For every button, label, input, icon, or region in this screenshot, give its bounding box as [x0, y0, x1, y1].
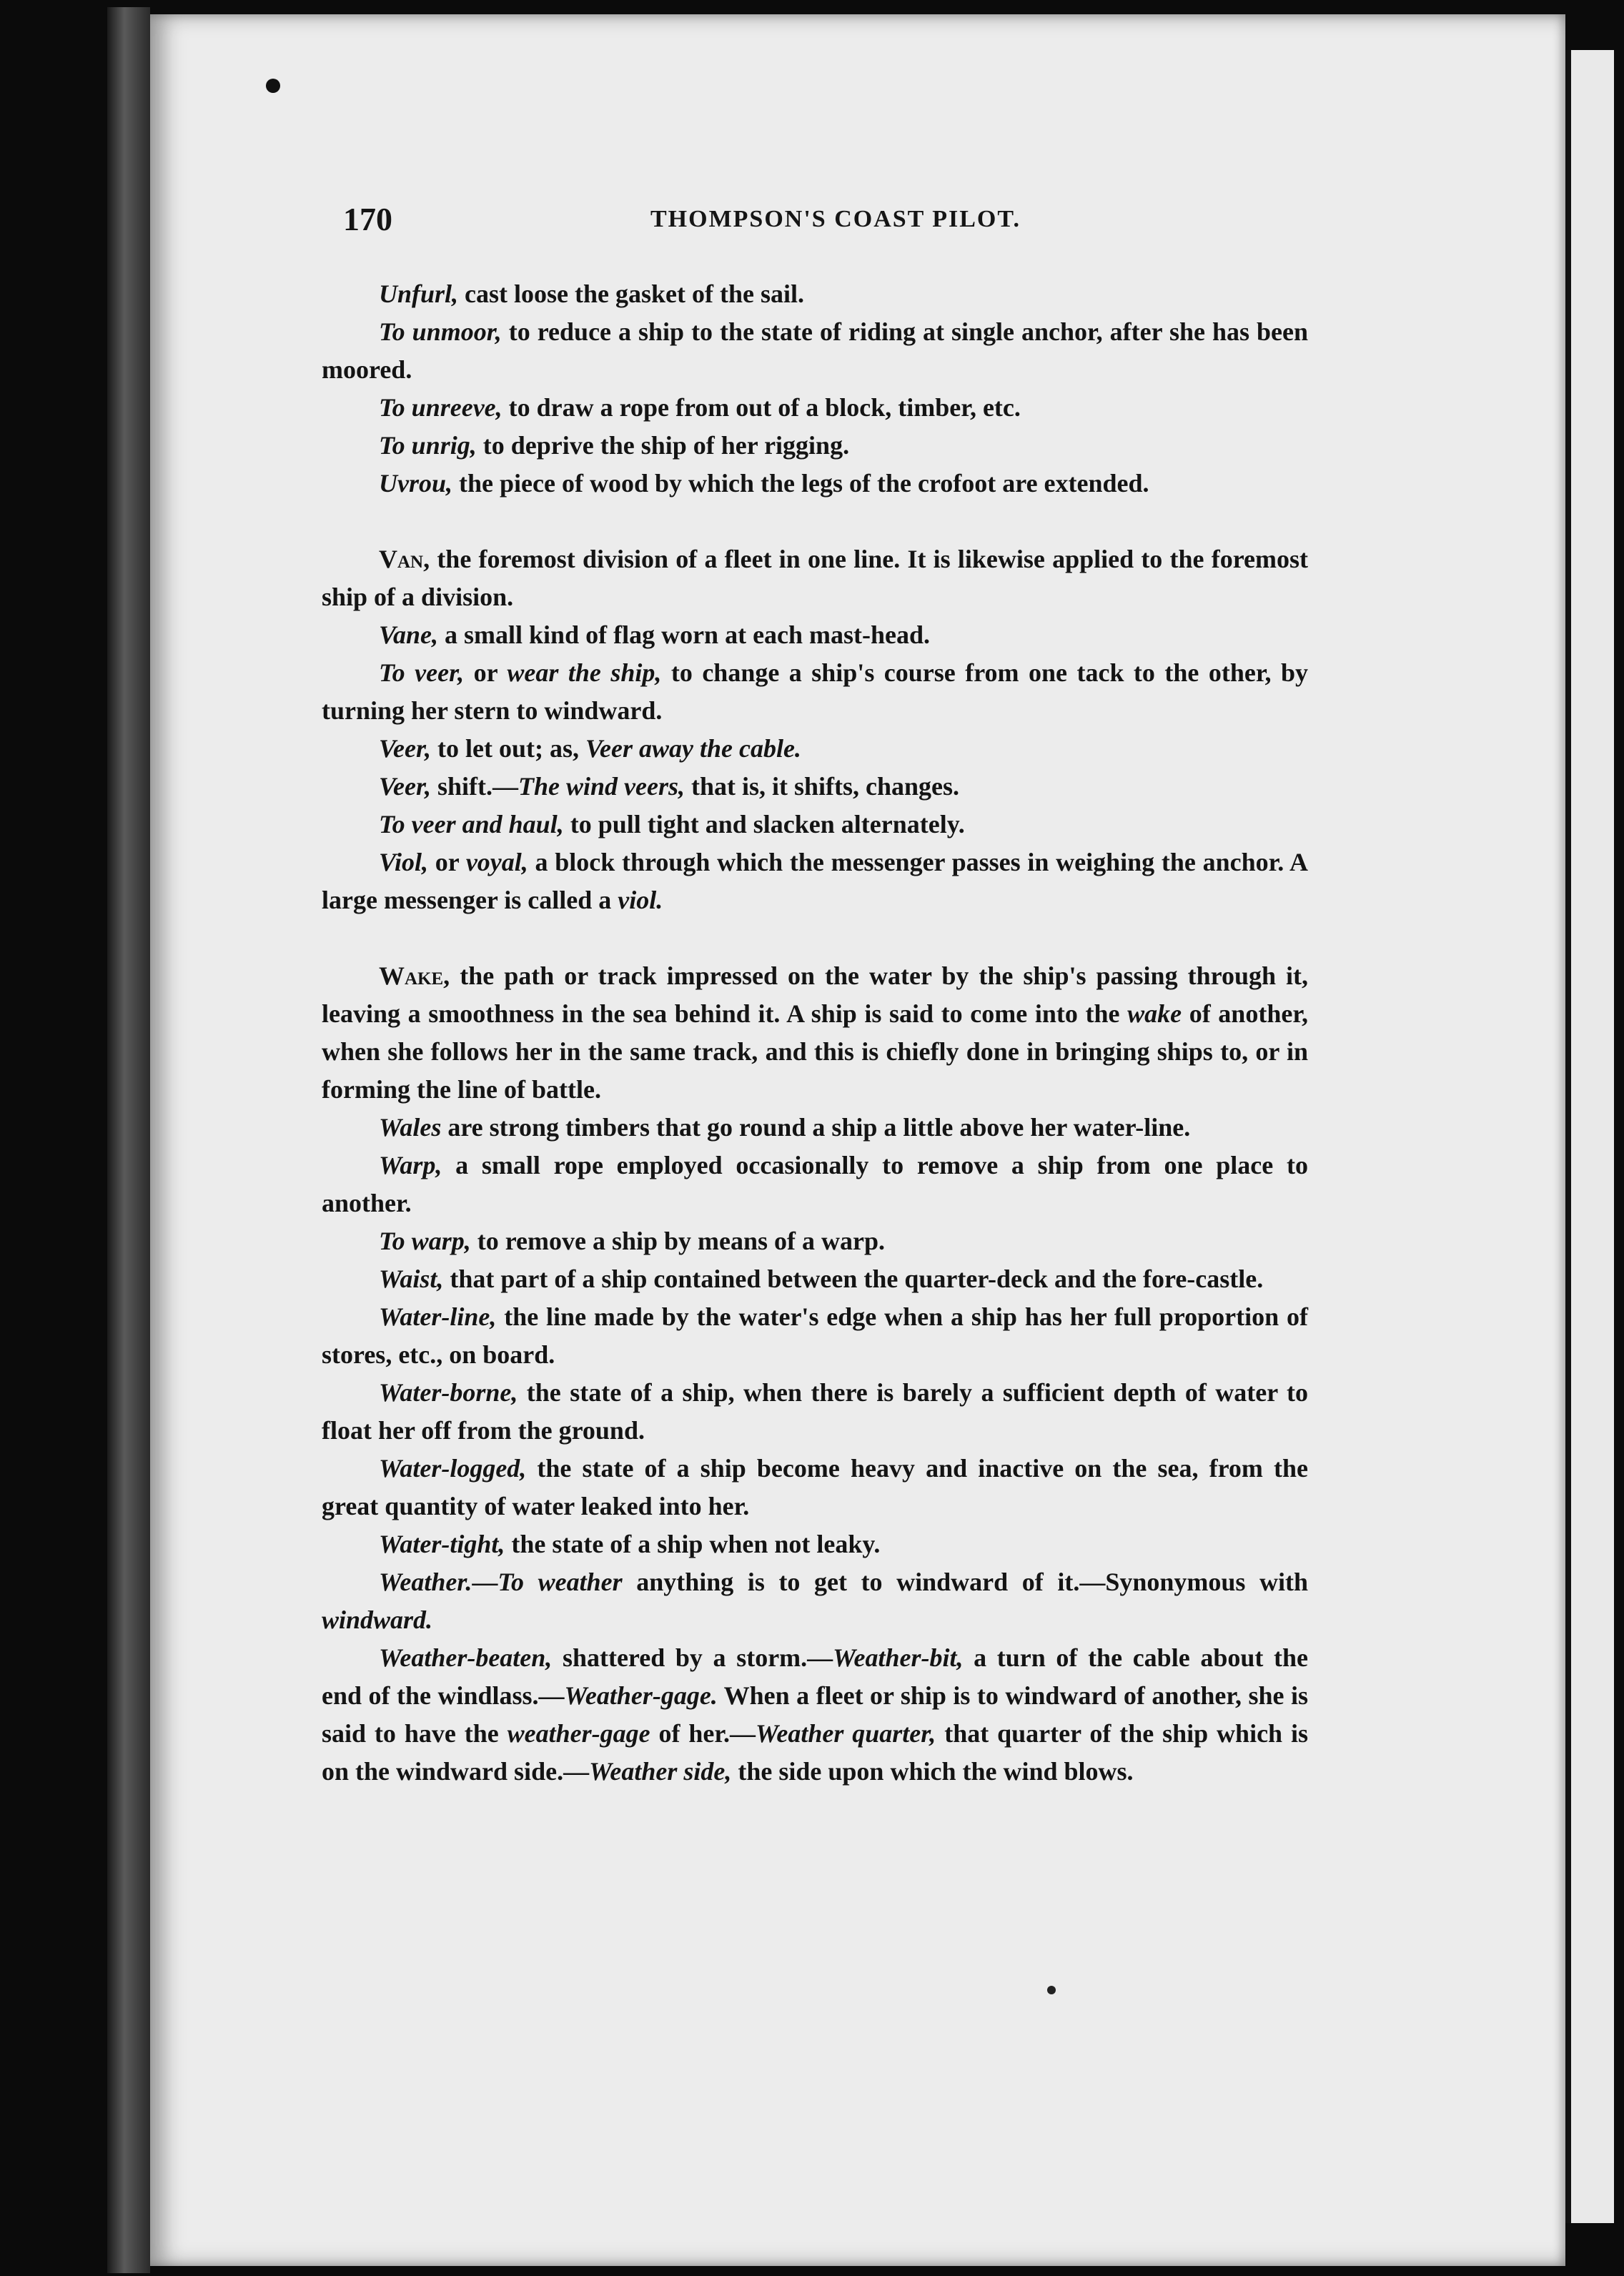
glossary-entry: Unfurl, cast loose the gasket of the sail. [379, 279, 804, 308]
ink-speck [1047, 1986, 1056, 1994]
glossary-entry: Water-line, the line made by the water's edge when a ship has her full proportion of stores, etc., on board. [322, 1302, 1308, 1369]
binding-hole [266, 79, 280, 93]
facing-page-edge [1565, 50, 1614, 2223]
glossary-entry: To veer, or wear the ship, to change a ship's course from one tack to the other, by turning her stern to windward. [322, 658, 1309, 725]
glossary-entry: Van, the foremost division of a fleet in one line. It is likewise applied to the foremost ship of a division. [322, 545, 1308, 611]
glossary-entry: To warp, to remove a ship by means of a warp. [379, 1227, 886, 1255]
glossary-entry: Weather.—To weather anything is to get to windward of it.—Synonymous with windward. [322, 1568, 1309, 1634]
glossary-entry: To unrig, to deprive the ship of her rigging. [379, 431, 850, 460]
glossary-text [322, 275, 1308, 1791]
glossary-entry: Waist, that part of a ship contained between the quarter-deck and the fore-castle. [379, 1265, 1264, 1293]
book-gutter [107, 7, 150, 2273]
glossary-entry: Wales are strong timbers that go round a ship a little above her water-line. [379, 1113, 1191, 1142]
page-number: 170 [343, 201, 392, 237]
glossary-entry: To unreeve, to draw a rope from out of a block, timber, etc. [379, 393, 1021, 422]
glossary-entry: Veer, shift.—The wind veers, that is, it shifts, changes. [379, 772, 960, 801]
running-title: THOMPSON'S COAST PILOT. [650, 206, 1021, 232]
glossary-entry: Viol, or voyal, a block through which the messenger passes in weighing the anchor. A large messenger is called a viol. [322, 848, 1309, 914]
glossary-entry: Warp, a small rope employed occasionally to remove a ship from one place to another. [322, 1151, 1308, 1217]
glossary-entry: Vane, a small kind of flag worn at each mast-head. [379, 620, 931, 649]
glossary-entry: Wake, the path or track impressed on the water by the ship's passing through it, leaving a smoothness in the sea behind it. A ship is said to come into the wake of another, when she follows her in the same track, and this is chiefly done in bringing ships to, or in forming the line of battle. [322, 961, 1308, 1104]
page-header [343, 200, 1315, 243]
glossary-entry: Weather-beaten, shattered by a storm.—Weather-bit, a turn of the cable about the end of the windlass.—Weather-gage. When a fleet or ship is to windward of another, she is said to have the weather-gage of her.—Weather quarter, that quarter of the ship which is on the windward side.—Weather side, the side upon which the wind blows. [322, 1643, 1308, 1786]
glossary-entry: Veer, to let out; as, Veer away the cable. [379, 734, 801, 763]
glossary-entry: Water-logged, the state of a ship become heavy and inactive on the sea, from the great quantity of water leaked into her. [322, 1454, 1308, 1520]
glossary-entry: To unmoor, to reduce a ship to the state of riding at single anchor, after she has been moored. [322, 317, 1308, 384]
glossary-entry: Uvrou, the piece of wood by which the legs of the crofoot are extended. [379, 469, 1149, 498]
glossary-entry: Water-tight, the state of a ship when not leaky. [379, 1530, 881, 1558]
glossary-entry: Water-borne, the state of a ship, when there is barely a sufficient depth of water to float her off from the ground. [322, 1378, 1308, 1445]
glossary-entry: To veer and haul, to pull tight and slacken alternately. [379, 810, 965, 838]
